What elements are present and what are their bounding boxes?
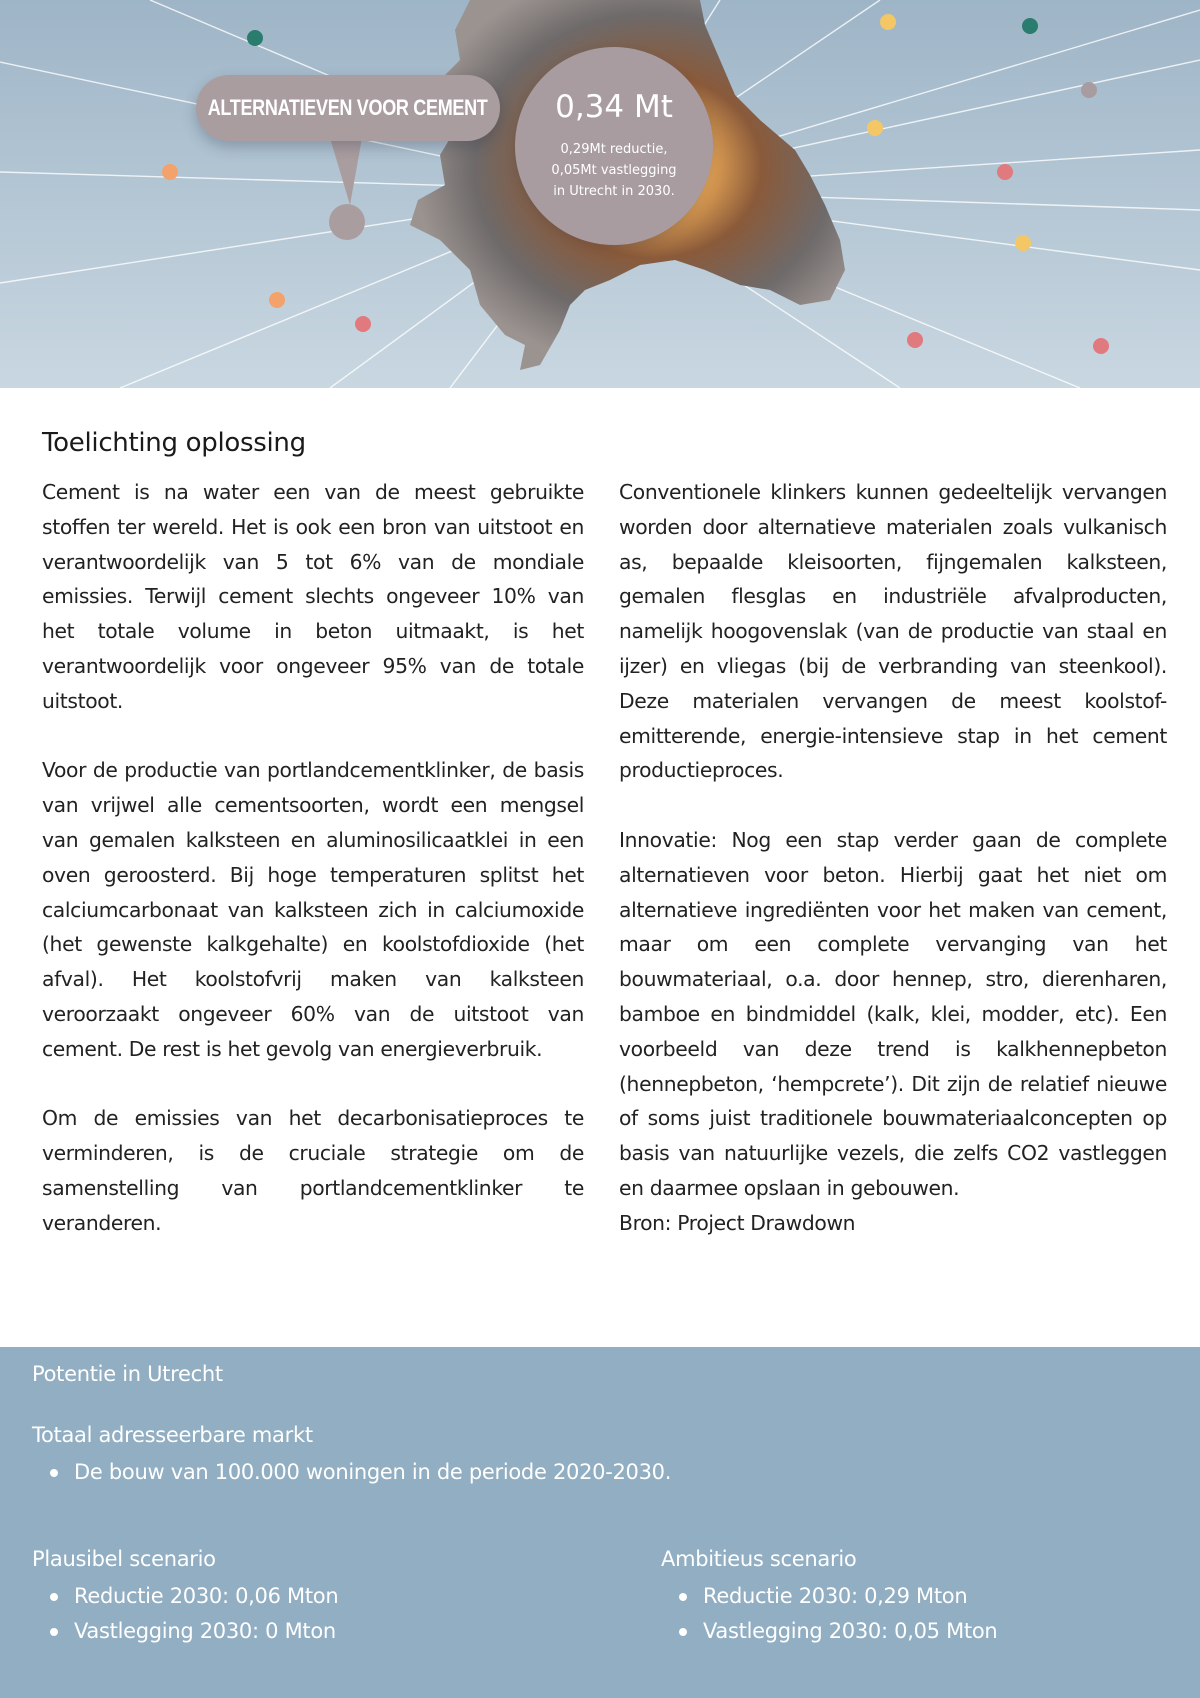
potential-title: Potentie in Utrecht: [32, 1362, 223, 1386]
ambitious-list: [661, 1579, 997, 1649]
market-list: [32, 1455, 671, 1490]
solution-badge-label: ALTERNATIEVEN VOOR CEMENT: [208, 95, 488, 120]
list-item-text: Vastlegging 2030: 0 Mton: [74, 1619, 336, 1643]
bullet-icon: [679, 1593, 687, 1601]
stat-circle: [515, 47, 713, 245]
section-title: Toelichting oplossing: [42, 428, 306, 458]
source-line: Bron: Project Drawdown: [619, 1210, 856, 1235]
speech-bubble-dot: [329, 204, 365, 240]
paragraph: Cement is na water een van de meest gebruikte stoffen ter wereld. Het is ook een bron van uitstoot en verantwoordelijk van 5 tot 6% van de mondiale emissies. Terwijl cement slechts ongeveer 10% van het totale volume in beton uitmaakt, is het verantwoordelijk voor ongeveer 95% van de totale uitstoot.: [42, 480, 584, 713]
stat-caption-line: 0,29Mt reductie,: [560, 142, 668, 157]
stat-caption-line: 0,05Mt vastlegging: [551, 163, 677, 178]
list-item: [661, 1579, 997, 1614]
plausible-heading: [32, 1547, 216, 1571]
list-item-text: De bouw van 100.000 woningen in de periode 2020-2030.: [74, 1460, 672, 1484]
innovation-paragraph: [619, 823, 1167, 1206]
left-column: [42, 475, 584, 1241]
paragraph: Conventionele klinkers kunnen gedeeltelijk vervangen worden door alternatieve materialen zoals vulkanisch as, bepaalde kleisoorten, fijngemalen kalksteen, gemalen flesglas en industriële afvalproducten, namelijk hoogovenslak (van de productie van staal en ijzer) en vliegas (bij de verbranding van steenkool). Deze materialen vervangen de meest koolstof-emitterende, energie-intensieve stap in het cement productieproces.: [619, 480, 1167, 783]
market-heading: Totaal adresseerbare markt: [32, 1423, 313, 1447]
ambitious-heading-a: Ambitieus: [661, 1547, 770, 1571]
list-item: [32, 1579, 338, 1614]
ambitious-heading-b: scenario: [769, 1547, 857, 1571]
hero-illustration: [0, 0, 1200, 388]
paragraph: Om de emissies van het decarbonisatieproces te verminderen, is de cruciale strategie om de samenstelling van portlandcementklinker te veranderen.: [42, 1106, 584, 1235]
list-item-text: Reductie 2030: 0,29 Mton: [703, 1584, 968, 1608]
innovation-text: Nog een stap verder gaan de complete alternatieven voor beton. Hierbij gaat het niet om alternatieve ingrediënten voor het maken van cement, maar om een complete vervanging van het bouwmateriaal, o.a. door hennep, stro, dierenharen, bamboe en bindmiddel (kalk, klei, modder, etc). Een voorbeeld van deze trend is kalkhennepbeton (hennepbeton, ‘hempcrete’). Dit zijn de relatief nieuwe of soms juist traditionele bouwmateriaalconcepten op basis van natuurlijke vezels, die zelfs CO2 vastleggen en daarmee opslaan in gebouwen.: [619, 827, 1167, 1200]
ambitious-heading: [661, 1547, 856, 1571]
bullet-icon: [50, 1628, 58, 1636]
stat-caption: [535, 139, 693, 202]
potential-panel: [0, 1347, 1200, 1698]
list-item-text: Vastlegging 2030: 0,05 Mton: [703, 1619, 998, 1643]
stat-value: 0,34 Mt: [555, 89, 673, 125]
plausible-list: [32, 1579, 338, 1649]
right-column: [619, 475, 1167, 1241]
innovation-label: Innovatie:: [619, 827, 717, 852]
plausible-heading-a: Plausibel: [32, 1547, 130, 1571]
list-item: [661, 1614, 997, 1649]
solution-badge: [196, 75, 500, 141]
paragraph: Voor de productie van portlandcementklinker, de basis van vrijwel alle cementsoorten, wordt een mengsel van gemalen kalksteen en aluminosilicaatklei in een oven geroosterd. Bij hoge temperaturen splitst het calciumcarbonaat van kalksteen zich in calciumoxide (het gewenste kalkgehalte) en koolstofdioxide (het afval). Het koolstofvrij maken van kalksteen veroorzaakt ongeveer 60% van de uitstoot van cement. De rest is het gevolg van energieverbruik.: [42, 758, 584, 1061]
stat-caption-line: in Utrecht in 2030.: [553, 184, 675, 199]
list-item: [32, 1614, 338, 1649]
plausible-heading-b: scenario: [129, 1547, 216, 1571]
list-item: [32, 1455, 671, 1490]
bullet-icon: [50, 1469, 58, 1477]
bullet-icon: [50, 1593, 58, 1601]
list-item-text: Reductie 2030: 0,06 Mton: [74, 1584, 339, 1608]
bullet-icon: [679, 1628, 687, 1636]
